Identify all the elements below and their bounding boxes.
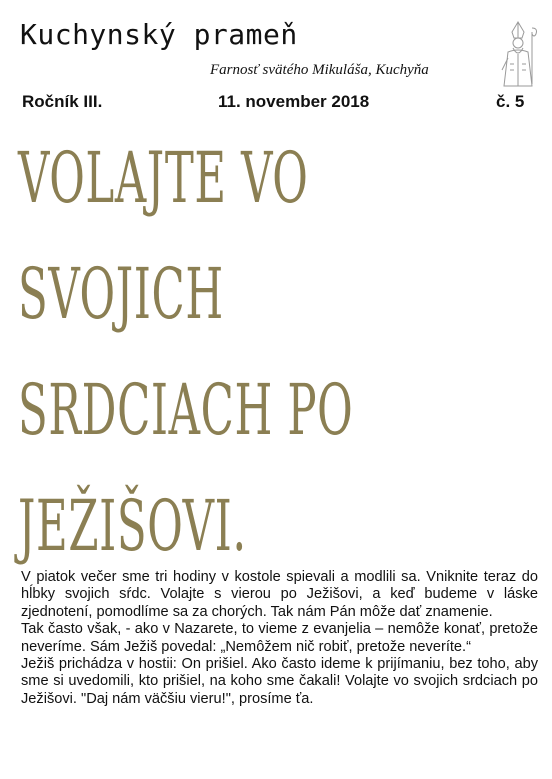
article-paragraph: Tak často však, - ako v Nazarete, to vieme z evanjelia – nemôže konať, pretože neveríme. Sám Ježiš povedal: „Nemôžem nič robiť, pretože neveríte.“: [21, 621, 538, 655]
issue-date: 11. november 2018: [218, 92, 370, 111]
saint-nicholas-icon: [494, 18, 542, 90]
headline-line: VOLAJTE VO: [18, 137, 309, 219]
headline-line: JEŽIŠOVI.: [18, 485, 247, 567]
article-headline: [18, 120, 354, 584]
headline-line: SRDCIACH PO: [18, 369, 354, 451]
volume-label: Ročník III.: [22, 92, 103, 111]
article-paragraph: Ježiš prichádza v hostii: On prišiel. Ako často ideme k prijímaniu, bez toho, aby sme si uvedomili, kto prišiel, na koho sme čakali! Volajte vo svojich srdciach po Ježišovi. "Daj nám väčšiu vieru!", prosíme ťa.: [21, 656, 538, 707]
parish-name: Farnosť svätého Mikuláša, Kuchyňa: [210, 62, 429, 78]
article-body: [21, 569, 538, 708]
headline-line: SVOJICH: [18, 253, 224, 335]
issue-number: č. 5: [496, 92, 525, 111]
newsletter-title: Kuchynský prameň: [20, 18, 298, 51]
article-paragraph: V piatok večer sme tri hodiny v kostole spievali a modlili sa. Vniknite teraz do hĺbky svojich sŕdc. Volajte s vierou po Ježišovi, a keď budeme v láske zjednotení, pomodlíme sa za chorých. Tak nám Pán môže dať znamenie.: [21, 569, 538, 620]
